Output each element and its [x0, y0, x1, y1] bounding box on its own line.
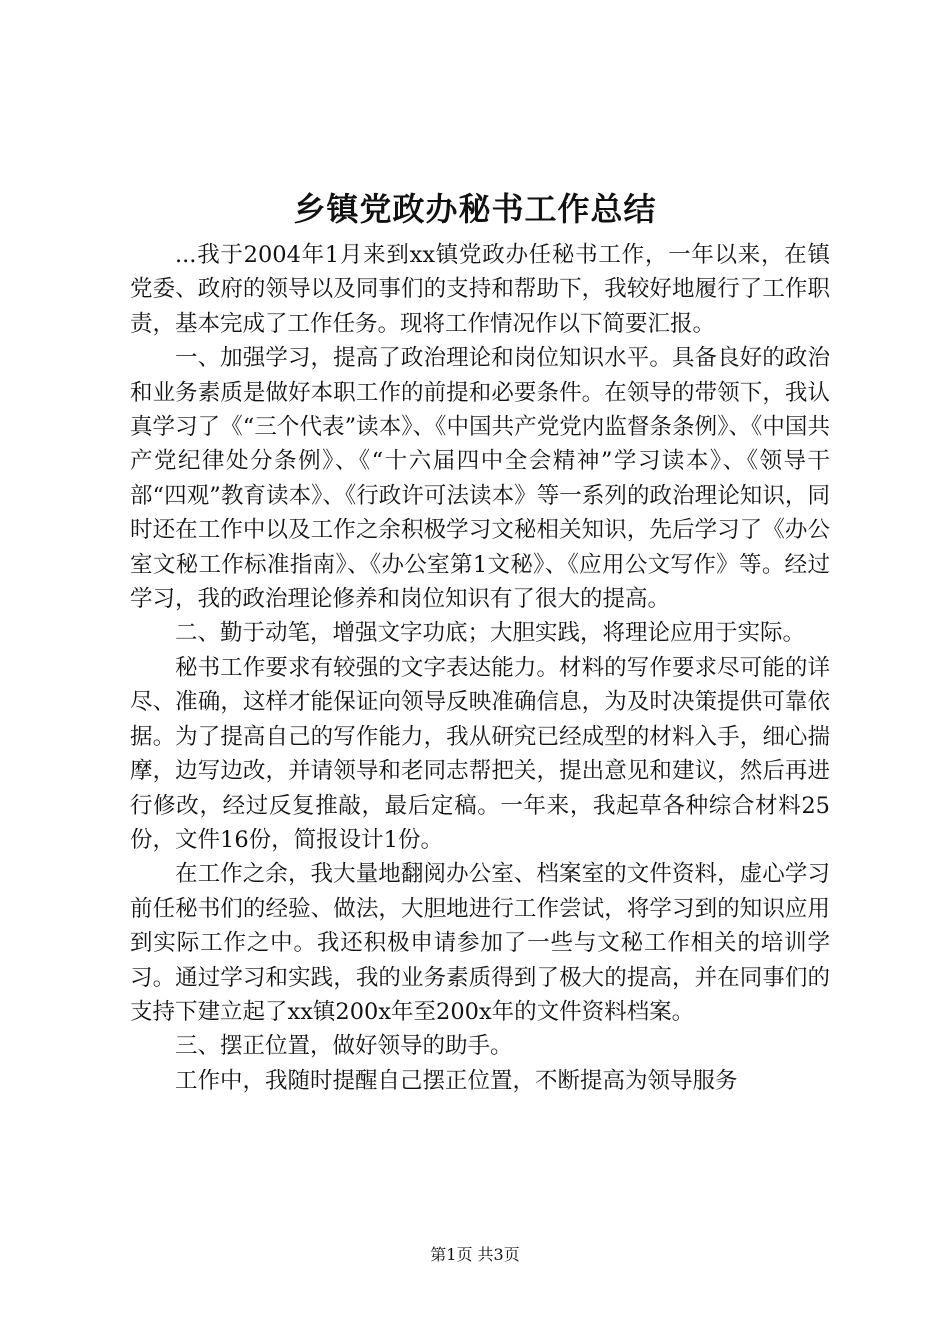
paragraph-writing-ability: 秘书工作要求有较强的文字表达能力。材料的写作要求尽可能的详尽、准确，这样才能保证向领导反映准确信息，为及时决策提供可靠依据。为了提高自己的写作能力，我从研究已经成型的材料入手，细心揣摩，边写边改，并请领导和老同志帮把关，提出意见和建议，然后再进行修改，经过反复推敲，最后定稿。一年来，我起草各种综合材料25份，文件16份，简报设计1份。: [130, 654, 830, 853]
paragraph-section-1: 一、加强学习，提高了政治理论和岗位知识水平。具备良好的政治和业务素质是做好本职工作的前提和必要条件。在领导的带领下，我认真学习了《“三个代表”读本》、《中国共产党党内监督条条例》、《中国共产党纪律处分条例》、《“十六届四中全会精神”学习读本》、《领导干部“四观”教育读本》、《行政许可法读本》等一系列的政治理论知识，同时还在工作中以及工作之余积极学习文秘相关知识，先后学习了《办公室文秘工作标准指南》、《办公室第1文秘》、《应用公文写作》等。经过学习，我的政治理论修养和岗位知识有了很大的提高。: [130, 345, 830, 613]
page-footer: 第1页 共3页: [430, 1245, 520, 1264]
paragraph-intro: ...我于2004年1月来到xx镇党政办任秘书工作，一年以来，在镇党委、政府的领导以及同事们的支持和帮助下，我较好地履行了工作职责，基本完成了工作任务。现将工作情况作以下简要汇报。: [130, 242, 830, 337]
paragraph-position: 工作中，我随时提醒自己摆正位置，不断提高为领导服务: [175, 1067, 738, 1094]
paragraph-section-3-heading: 三、摆正位置，做好领导的助手。: [175, 1033, 513, 1060]
paragraph-practice: 在工作之余，我大量地翻阅办公室、档案室的文件资料，虚心学习前任秘书们的经验、做法，大胆地进行工作尝试，将学习到的知识应用到实际工作之中。我还积极申请参加了一些与文秘工作相关的培训学习。通过学习和实践，我的业务素质得到了极大的提高，并在同事们的支持下建立起了xx镇200x年至200x年的文件资料档案。: [130, 861, 830, 1025]
document-body: [130, 238, 830, 1098]
paragraph-section-2-heading: 二、勤于动笔，增强文字功底；大胆实践，将理论应用于实际。: [175, 620, 806, 647]
document-title: 乡镇党政办秘书工作总结: [293, 190, 657, 228]
